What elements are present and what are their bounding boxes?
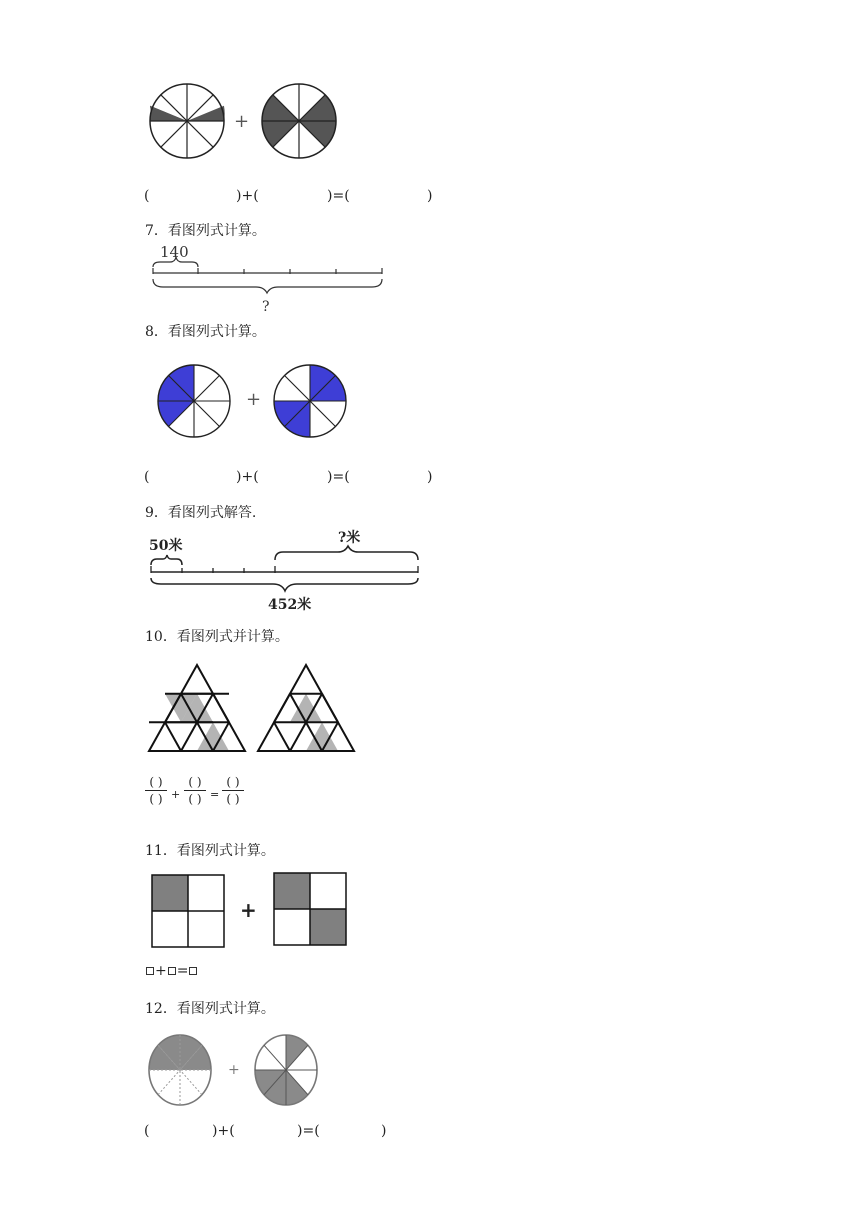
q10-frac3-denominator[interactable]: ( ) (226, 792, 240, 806)
q10-frac2-numerator[interactable]: ( ) (188, 775, 202, 789)
q6-plus-paren: )+( (236, 188, 259, 204)
q10-fraction-3 (224, 776, 244, 805)
q7-title: 7．看图列式计算。 (145, 223, 266, 239)
q10-triangle-left (149, 665, 245, 751)
q12-title: 12．看图列式计算。 (145, 1001, 275, 1017)
q10-frac2-denominator[interactable]: ( ) (188, 792, 202, 806)
q8-title: 8．看图列式计算。 (145, 324, 266, 340)
q7-line-diagram (148, 240, 388, 316)
q8-plus-sign: + (246, 389, 262, 410)
q6-equals-paren: )=( (327, 188, 350, 204)
q10-frac1-denominator[interactable]: ( ) (149, 792, 163, 806)
q10-triangles-svg (147, 663, 362, 753)
q10-plus-sign: + (171, 788, 181, 801)
q12-close-paren: ) (381, 1123, 387, 1139)
q9-total-label: 452米 (268, 597, 312, 613)
q9-figure (145, 525, 430, 621)
q7-total-label: ? (262, 299, 270, 315)
q9-segment-label: 50米 (149, 538, 183, 554)
q11-answer-box-3[interactable] (189, 967, 197, 975)
q10-fraction-1 (147, 776, 167, 805)
q6-close-paren: ) (427, 188, 433, 204)
q12-circle-right (255, 1035, 317, 1105)
q10-frac3-numerator[interactable]: ( ) (226, 775, 240, 789)
q10-figure (147, 663, 362, 757)
q11-answer-box-1[interactable] (146, 967, 154, 975)
q6-open-paren: ( (144, 188, 150, 204)
q7-segment-label: 140 (160, 243, 189, 261)
q11-square-right (274, 873, 346, 945)
q10-fraction-2 (186, 776, 206, 805)
q10-triangle-right (258, 665, 354, 751)
q6-circle-right (262, 84, 336, 158)
q9-title: 9．看图列式解答. (145, 505, 257, 521)
q11-title: 11．看图列式计算。 (145, 843, 275, 859)
q11-eq-plus: + (155, 963, 167, 979)
q10-equals-sign: = (210, 788, 220, 801)
q12-open-paren: ( (144, 1123, 150, 1139)
q11-square-left (152, 875, 224, 947)
q11-plus-sign: + (240, 898, 257, 922)
q8-circle-left (158, 365, 230, 437)
q8-circle-right (274, 365, 346, 437)
q8-answer-blank (144, 469, 444, 487)
q11-eq-equals: = (176, 963, 189, 979)
q7-figure (148, 240, 388, 320)
q12-answer-blank (144, 1123, 404, 1141)
q12-circle-left (149, 1035, 211, 1105)
q6-circle-left (147, 84, 225, 158)
q6-plus-sign: + (234, 111, 250, 132)
q8-plus-paren: )+( (236, 469, 259, 485)
q9-line-diagram (145, 525, 430, 617)
q12-equals-paren: )=( (297, 1123, 320, 1139)
q12-plus-sign: + (228, 1062, 240, 1078)
q10-title: 10．看图列式并计算。 (145, 629, 289, 645)
q8-open-paren: ( (144, 469, 150, 485)
q10-frac1-numerator[interactable]: ( ) (149, 775, 163, 789)
q12-plus-paren: )+( (212, 1123, 235, 1139)
q9-unknown-label: ?米 (338, 530, 361, 546)
q6-answer-blank (144, 188, 444, 206)
q11-answer-box-2[interactable] (168, 967, 176, 975)
q8-close-paren: ) (427, 469, 433, 485)
q8-equals-paren: )=( (327, 469, 350, 485)
q11-answer-row (145, 963, 198, 979)
